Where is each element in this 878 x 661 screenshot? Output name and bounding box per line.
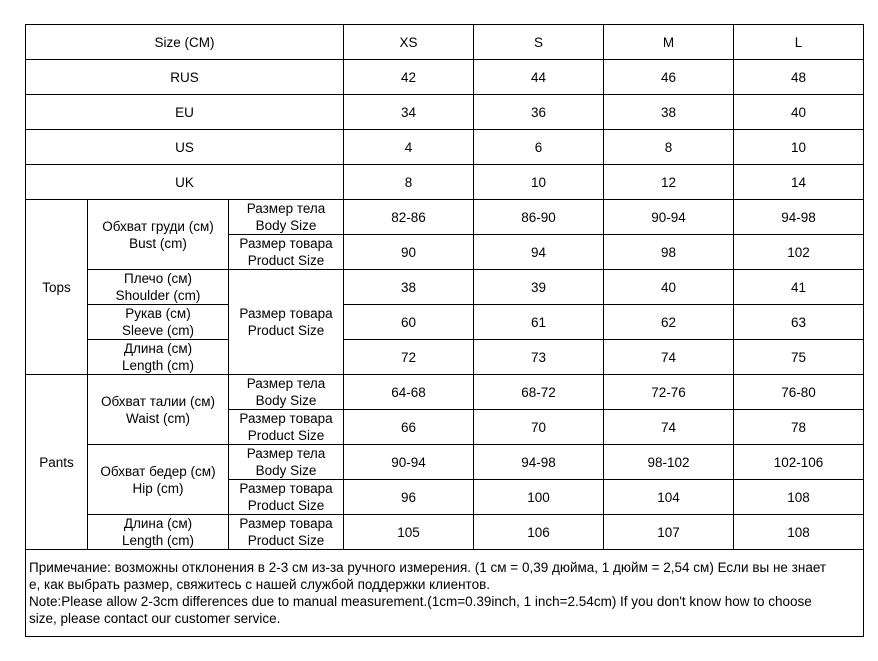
product-size-en: Product Size	[247, 498, 325, 513]
cell: 78	[734, 410, 864, 445]
product-size-label	[229, 480, 344, 515]
note-ru-line-2: е, как выбрать размер, свяжитесь с нашей службой поддержки клиентов.	[29, 577, 491, 592]
product-size-en: Product Size	[247, 323, 325, 338]
length-label-ru: Длина (см)	[123, 516, 193, 531]
body-size-en: Body Size	[255, 463, 317, 478]
cell: 8	[604, 130, 734, 165]
table-row-us	[26, 130, 864, 165]
measurement-note	[26, 550, 864, 637]
bust-label	[88, 200, 229, 270]
cell: 72-76	[604, 375, 734, 410]
product-size-label	[229, 410, 344, 445]
cell: 72	[344, 340, 474, 375]
cell: 102-106	[734, 445, 864, 480]
header-size-s: S	[474, 25, 604, 60]
note-en-line-2: size, please contact our customer service.	[29, 611, 281, 626]
cell: 34	[344, 95, 474, 130]
product-size-ru: Размер товара	[239, 481, 333, 496]
cell: 108	[734, 515, 864, 550]
table-row-tops-sleeve	[26, 305, 864, 340]
cell: 14	[734, 165, 864, 200]
body-size-en: Body Size	[255, 218, 317, 233]
cell: 96	[344, 480, 474, 515]
cell: 42	[344, 60, 474, 95]
cell: 48	[734, 60, 864, 95]
note-ru-line-1: Примечание: возможны отклонения в 2-3 см из-за ручного измерения. (1 см = 0,39 дюйма, 1 дюйм = 2,54 см) Если вы не знает	[29, 560, 827, 575]
body-size-ru: Размер тела	[246, 446, 326, 461]
sleeve-label-en: Sleeve (cm)	[121, 323, 194, 338]
cell: 64-68	[344, 375, 474, 410]
hip-label-en: Hip (cm)	[132, 480, 184, 496]
table-row-pants-waist-body	[26, 375, 864, 410]
body-size-label	[229, 375, 344, 410]
row-label: US	[26, 130, 344, 165]
cell: 8	[344, 165, 474, 200]
product-size-ru: Размер товара	[239, 306, 333, 321]
cell: 98	[604, 235, 734, 270]
sleeve-label-ru: Рукав (см)	[125, 306, 191, 321]
length-label	[88, 340, 229, 375]
row-label: EU	[26, 95, 344, 130]
table-row-tops-length	[26, 340, 864, 375]
cell: 86-90	[474, 200, 604, 235]
product-size-en: Product Size	[247, 428, 325, 443]
cell: 10	[734, 130, 864, 165]
row-label: RUS	[26, 60, 344, 95]
length-label-ru: Длина (см)	[123, 341, 193, 356]
row-label: UK	[26, 165, 344, 200]
product-size-en: Product Size	[247, 253, 325, 268]
body-size-label	[229, 445, 344, 480]
table-row-pants-length	[26, 515, 864, 550]
cell: 41	[734, 270, 864, 305]
cell: 63	[734, 305, 864, 340]
table-row-eu	[26, 95, 864, 130]
cell: 60	[344, 305, 474, 340]
cell: 10	[474, 165, 604, 200]
cell: 98-102	[604, 445, 734, 480]
cell: 73	[474, 340, 604, 375]
cell: 40	[604, 270, 734, 305]
length-label-en: Length (cm)	[121, 533, 195, 548]
cell: 107	[604, 515, 734, 550]
cell: 44	[474, 60, 604, 95]
cell: 4	[344, 130, 474, 165]
shoulder-label	[88, 270, 229, 305]
table-row-pants-hip-body	[26, 445, 864, 480]
table-row-tops-bust-body	[26, 200, 864, 235]
cell: 90	[344, 235, 474, 270]
body-size-en: Body Size	[255, 393, 317, 408]
cell: 68-72	[474, 375, 604, 410]
product-size-label	[229, 235, 344, 270]
header-row	[26, 25, 864, 60]
header-size-xs: XS	[344, 25, 474, 60]
table-row-rus	[26, 60, 864, 95]
cell: 40	[734, 95, 864, 130]
body-size-label	[229, 200, 344, 235]
size-chart-table	[25, 24, 864, 637]
body-size-ru: Размер тела	[246, 201, 326, 216]
cell: 94	[474, 235, 604, 270]
shoulder-label-en: Shoulder (cm)	[115, 288, 201, 303]
cell: 104	[604, 480, 734, 515]
note-row	[26, 550, 864, 637]
body-size-ru: Размер тела	[246, 376, 326, 391]
cell: 6	[474, 130, 604, 165]
tops-section-label: Tops	[26, 200, 88, 375]
cell: 61	[474, 305, 604, 340]
cell: 106	[474, 515, 604, 550]
cell: 46	[604, 60, 734, 95]
cell: 94-98	[734, 200, 864, 235]
bust-label-ru: Обхват груди (см)	[102, 218, 214, 234]
cell: 82-86	[344, 200, 474, 235]
product-size-ru: Размер товара	[239, 236, 333, 251]
cell: 90-94	[344, 445, 474, 480]
cell: 38	[604, 95, 734, 130]
cell: 90-94	[604, 200, 734, 235]
waist-label-ru: Обхват талии (см)	[101, 393, 215, 409]
header-size-label: Size (CM)	[26, 25, 344, 60]
product-size-label	[229, 515, 344, 550]
bust-label-en: Bust (cm)	[129, 235, 187, 251]
cell: 39	[474, 270, 604, 305]
cell: 75	[734, 340, 864, 375]
pants-section-label: Pants	[26, 375, 88, 550]
header-size-l: L	[734, 25, 864, 60]
cell: 76-80	[734, 375, 864, 410]
cell: 66	[344, 410, 474, 445]
cell: 105	[344, 515, 474, 550]
product-size-ru: Размер товара	[239, 411, 333, 426]
table-row-uk	[26, 165, 864, 200]
length-label	[88, 515, 229, 550]
waist-label	[88, 375, 229, 445]
header-size-m: M	[604, 25, 734, 60]
product-size-ru: Размер товара	[239, 516, 333, 531]
cell: 102	[734, 235, 864, 270]
cell: 100	[474, 480, 604, 515]
cell: 70	[474, 410, 604, 445]
product-size-en: Product Size	[247, 533, 325, 548]
cell: 94-98	[474, 445, 604, 480]
note-en-line-1: Note:Please allow 2-3cm differences due to manual measurement.(1cm=0.39inch, 1 inch=2.54cm) If you don't know how to choose	[29, 594, 812, 609]
cell: 36	[474, 95, 604, 130]
table-row-tops-shoulder	[26, 270, 864, 305]
length-label-en: Length (cm)	[121, 358, 195, 373]
cell: 74	[604, 410, 734, 445]
shoulder-label-ru: Плечо (см)	[124, 271, 192, 286]
cell: 12	[604, 165, 734, 200]
cell: 74	[604, 340, 734, 375]
cell: 108	[734, 480, 864, 515]
waist-label-en: Waist (cm)	[126, 410, 190, 426]
cell: 62	[604, 305, 734, 340]
cell: 38	[344, 270, 474, 305]
hip-label	[88, 445, 229, 515]
sleeve-label	[88, 305, 229, 340]
hip-label-ru: Обхват бедер (см)	[100, 463, 216, 479]
product-size-label	[229, 270, 344, 375]
